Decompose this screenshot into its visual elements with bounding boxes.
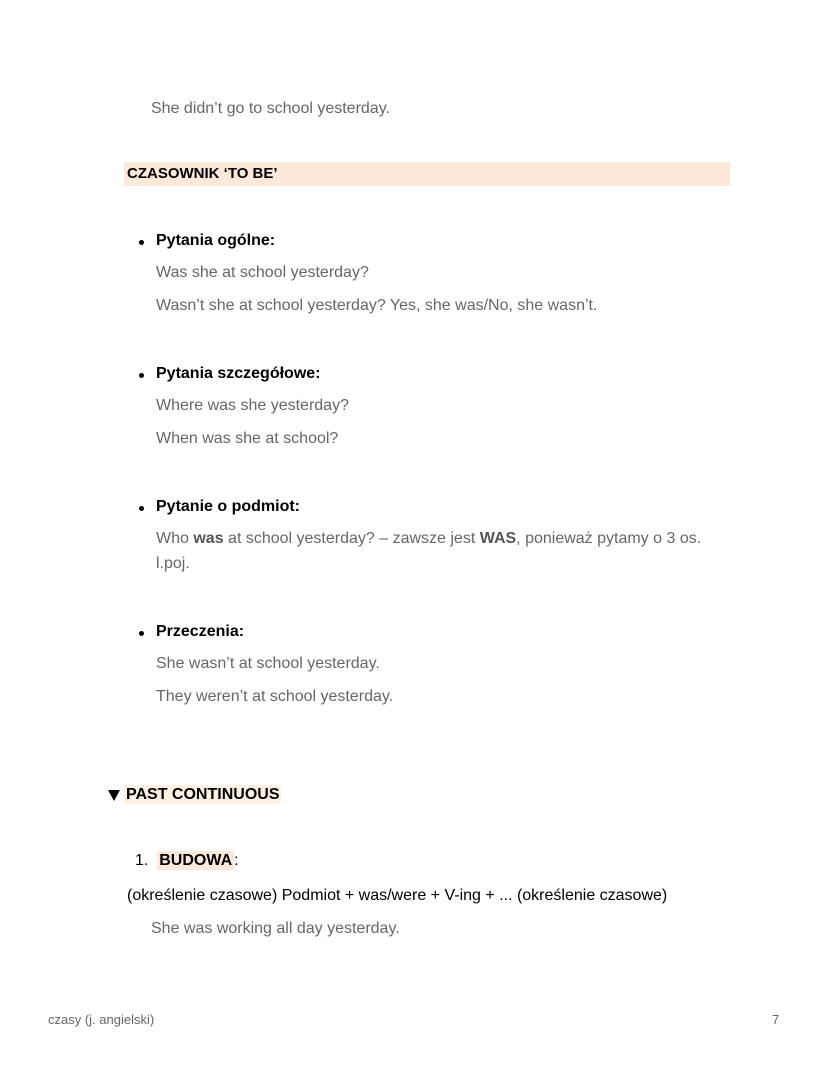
example-sentence: Wasn’t she at school yesterday? Yes, she was/No, she wasn’t. <box>156 297 598 314</box>
structure-formula: (określenie czasowe) Podmiot + was/were + V-ing + ... (określenie czasowe) <box>127 887 668 904</box>
numbered-item <box>135 852 239 870</box>
past-continuous-heading[interactable] <box>124 786 281 804</box>
example-sentence-continuation: l.poj. <box>156 555 190 572</box>
bullet-point <box>139 240 144 245</box>
item-label: BUDOWA <box>159 852 233 869</box>
toggle-arrow-icon[interactable] <box>108 790 120 801</box>
example-sentence: She was working all day yesterday. <box>151 920 400 937</box>
bullet-point <box>139 373 144 378</box>
example-sentence: She wasn’t at school yesterday. <box>156 655 380 672</box>
section-title: Pytanie o podmiot: <box>156 498 300 515</box>
example-sentence: Was she at school yesterday? <box>156 264 369 281</box>
text-run: at school yesterday? – zawsze jest <box>223 530 480 547</box>
text-run: Who <box>156 530 194 547</box>
example-sentence: She didn’t go to school yesterday. <box>151 100 390 117</box>
page-number: 7 <box>772 1012 780 1027</box>
emphasis-was-caps: WAS <box>479 530 517 547</box>
section-title: Pytania ogólne: <box>156 232 276 249</box>
item-colon: : <box>234 852 239 869</box>
emphasis-was: was <box>193 530 224 547</box>
heading-text: PAST CONTINUOUS <box>126 786 280 803</box>
to-be-heading: CZASOWNIK ‘TO BE’ <box>127 165 278 182</box>
bullet-point <box>139 631 144 636</box>
text-run: , ponieważ pytamy o 3 os. <box>516 530 702 547</box>
section-title: Przeczenia: <box>156 623 245 640</box>
footer-doc-title: czasy (j. angielski) <box>48 1012 155 1027</box>
example-sentence: When was she at school? <box>156 430 339 447</box>
item-number: 1. <box>135 852 149 869</box>
example-sentence: Where was she yesterday? <box>156 397 349 414</box>
bullet-point <box>139 506 144 511</box>
section-title: Pytania szczegółowe: <box>156 365 321 382</box>
example-sentence <box>156 530 701 548</box>
example-sentence: They weren’t at school yesterday. <box>156 688 394 705</box>
